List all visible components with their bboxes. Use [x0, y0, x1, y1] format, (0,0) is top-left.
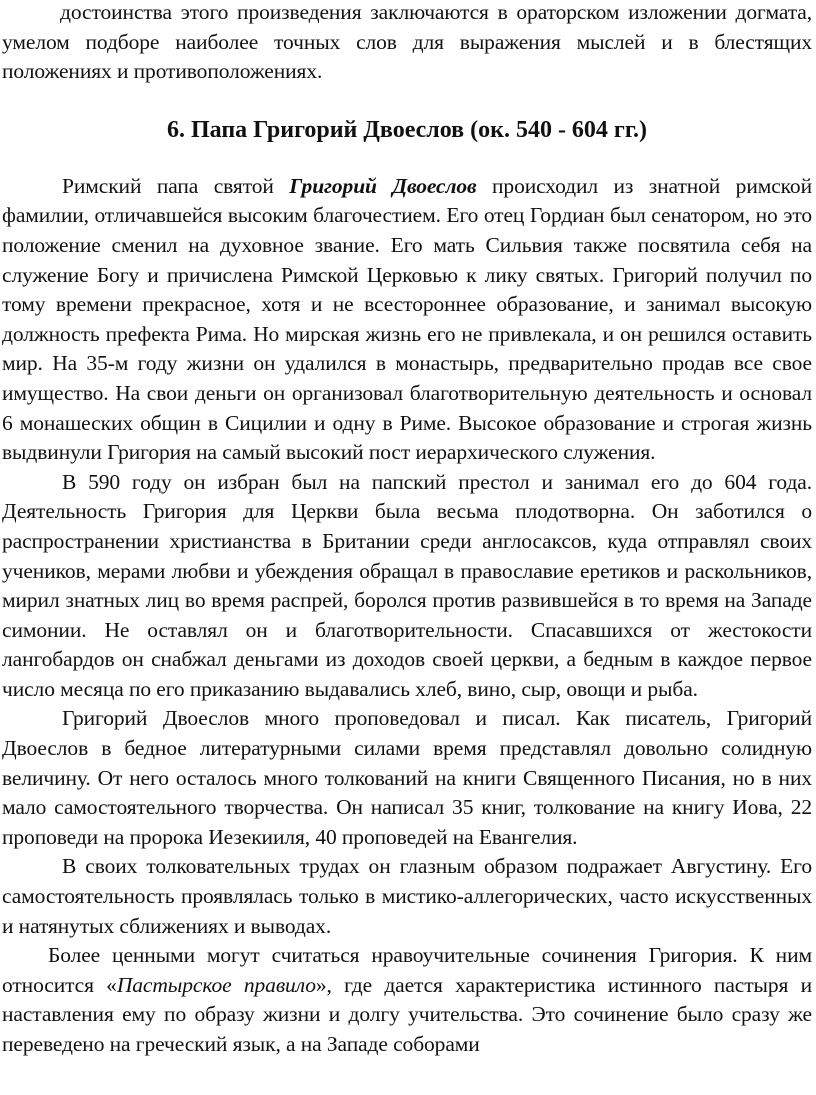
paragraph-pastoral-rule-start: Более ценными могут считаться нравоучительные сочинения Григория. К ним относится «: [2, 943, 812, 997]
intro-paragraph: достоинства этого произведения заключаются в ораторском изложении догмата, умелом подборе наиболее точных слов для выражения мыслей и в блестящих положениях и противоположениях.: [2, 0, 812, 84]
paragraph-biography-rest: происходил из знатной римской фамилии, отличавшейся высоким благочестием. Его отец Гордиан был сенатором, но это положение сменил на духовное звание. Его мать Сильвия также посвятила себя на служение Богу и причислена Римской Церковью к лику святых. Григорий получил по тому времени прекрасное, хотя и не всестороннее образование, и занимал высокую должность префекта Рима. Но мирская жизнь его не привлекала, и он решился оставить мир. На 35-м году жизни он удалился в монастырь, предварительно продав все свое имущество. На свои деньги он организовал благотворительную деятельность и основал 6 монашеских общин в Сицилии и одну в Риме. Высокое образование и строгая жизнь выдвинули Григория на самый высокий пост иерархического служения.: [2, 173, 812, 465]
paragraph-biography-start: Римский папа святой: [62, 173, 290, 198]
book-title-emphasis: Пастырское правило: [116, 972, 316, 997]
saint-name-emphasis: Григорий Двоеслов: [289, 173, 477, 198]
paragraph-papacy: В 590 году он избран был на папский престол и занимал его до 604 года. Деятельность Григория для Церкви была весьма плодотворна. Он заботился о распространении христианства в Британии среди англосаксов, куда отправлял своих учеников, мерами любви и убеждения обращал в православие еретиков и раскольников, мирил знатных лиц во время распрей, боролся против развившейся в то время на Западе симонии. Не оставлял он и благотворительности. Спасавшихся от жестокости лангобардов он снабжал деньгами из доходов своей церкви, а бедным в каждое первое число месяца по его приказанию выдавались хлеб, вино, сыр, овощи и рыба.: [2, 469, 812, 701]
paragraph-exegesis: В своих толковательных трудах он глазным образом подражает Августину. Его самостоятельность проявлялась только в мистико-аллегорических, часто искусственных и натянутых сближениях и выводах.: [2, 854, 812, 938]
paragraph-biography: [2, 172, 812, 468]
paragraph-pastoral-rule: [2, 941, 812, 1059]
paragraph-pastoral-rule-rest: », где дается характеристика истинного пастыря и наставления ему по образу жизни и долгу учительства. Это сочинение было сразу же переведено на греческий язык, а на Западе соборами: [2, 972, 812, 1056]
paragraph-writings: Григорий Двоеслов много проповедовал и писал. Как писатель, Григорий Двоеслов в бедное литературными силами время представлял довольно солидную величину. От него осталось много толкований на книги Священного Писания, но в них мало самостоятельного творчества. Он написал 35 книг, толкование на книгу Иова, 22 проповеди на пророка Иезекииля, 40 проповедей на Евангелия.: [2, 706, 812, 849]
section-heading: 6. Папа Григорий Двоеслов (ок. 540 - 604 гг.): [166, 116, 648, 143]
